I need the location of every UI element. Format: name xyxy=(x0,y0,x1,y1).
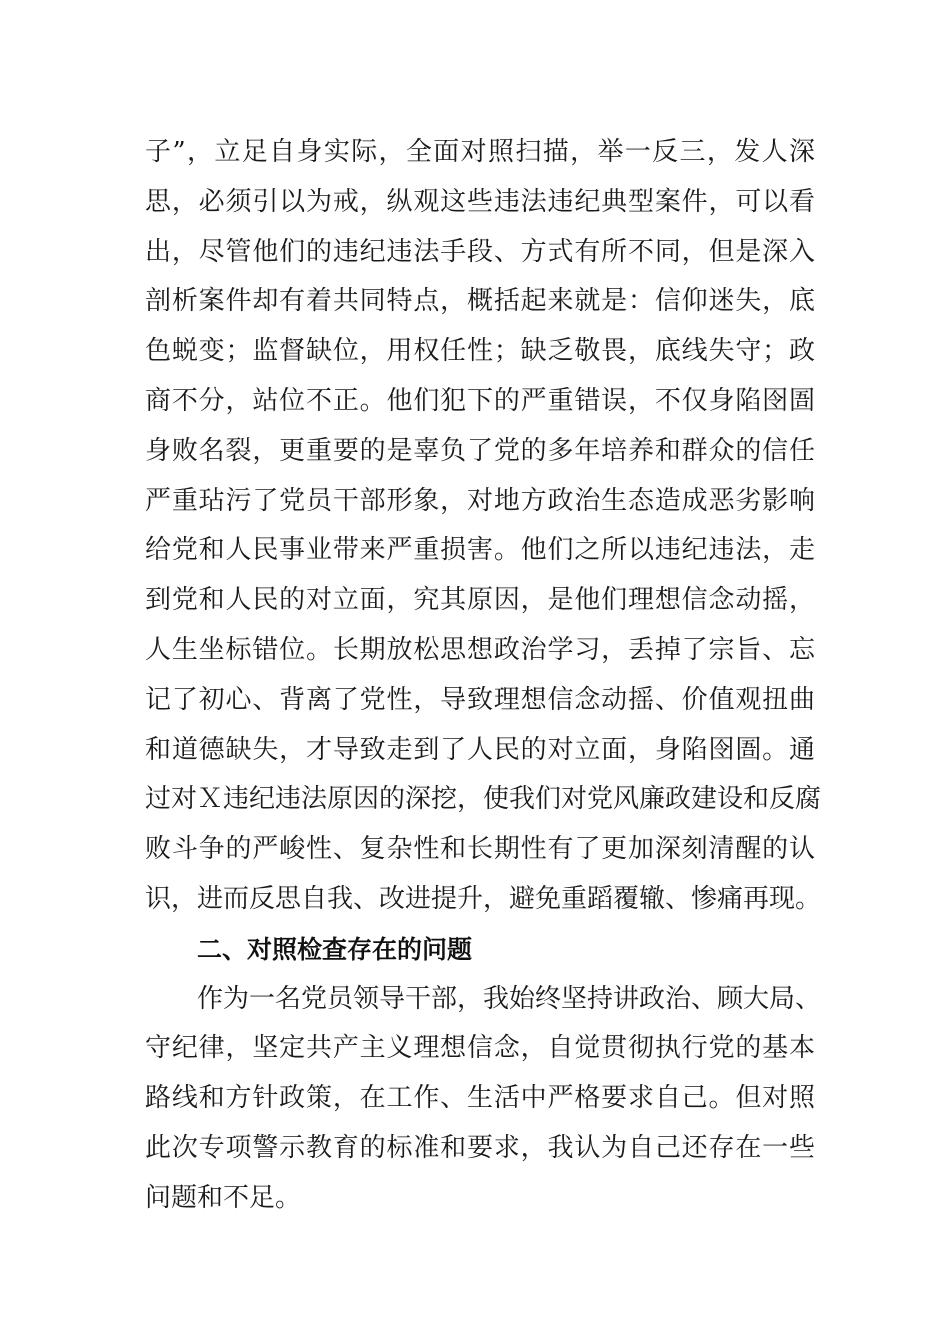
paragraph-line: 人生坐标错位。长期放松思想政治学习，丢掉了宗旨、忘 xyxy=(145,634,815,665)
document-body xyxy=(145,128,822,1224)
paragraph-line: 给党和人民事业带来严重损害。他们之所以违纪违法，走 xyxy=(145,535,815,566)
paragraph-line: 出，尽管他们的违纪违法手段、方式有所不同，但是深入 xyxy=(145,236,815,267)
paragraph-line: 身败名裂，更重要的是辜负了党的多年培养和群众的信任 xyxy=(145,435,815,466)
paragraph-2 xyxy=(145,975,822,1224)
paragraph-line: 守纪律，坚定共产主义理想信念，自觉贯彻执行党的基本 xyxy=(145,1033,815,1064)
paragraph-line: 问题和不足。 xyxy=(145,1182,302,1213)
paragraph-line: 败斗争的严峻性、复杂性和长期性有了更加深刻清醒的认 xyxy=(145,834,815,865)
paragraph-line: 作为一名党员领导干部，我始终坚持讲政治、顾大局、 xyxy=(197,983,822,1014)
paragraph-line: 记了初心、背离了党性，导致理想信念动摇、价值观扭曲 xyxy=(145,684,815,715)
section-heading: 二、对照检查存在的问题 xyxy=(197,934,473,964)
paragraph-line: 路线和方针政策，在工作、生活中严格要求自己。但对照 xyxy=(145,1083,815,1114)
paragraph-line: 识，进而反思自我、改进提升，避免重蹈覆辙、惨痛再现。 xyxy=(145,883,822,914)
paragraph-line: 此次专项警示教育的标准和要求，我认为自己还存在一些 xyxy=(145,1132,815,1163)
paragraph-line: 严重玷污了党员干部形象，对地方政治生态造成恶劣影响 xyxy=(145,485,815,516)
paragraph-line: 和道德缺失，才导致走到了人民的对立面，身陷囹圄。通 xyxy=(145,734,815,765)
paragraph-line: 商不分，站位不正。他们犯下的严重错误，不仅身陷囹圄 xyxy=(145,385,815,416)
paragraph-line: 子”，立足自身实际，全面对照扫描，举一反三，发人深 xyxy=(145,137,815,167)
paragraph-line: 色蜕变；监督缺位，用权任性；缺乏敬畏，底线失守；政 xyxy=(145,336,815,367)
paragraph-line: 剖析案件却有着共同特点，概括起来就是：信仰迷失，底 xyxy=(145,286,815,317)
paragraph-line: 思，必须引以为戒，纵观这些违法违纪典型案件，可以看 xyxy=(145,186,815,217)
paragraph-line: 到党和人民的对立面，究其原因，是他们理想信念动摇， xyxy=(145,585,815,616)
paragraph-1 xyxy=(145,128,822,925)
paragraph-line: 过对Ｘ违纪违法原因的深挖，使我们对党风廉政建设和反腐 xyxy=(145,784,822,815)
